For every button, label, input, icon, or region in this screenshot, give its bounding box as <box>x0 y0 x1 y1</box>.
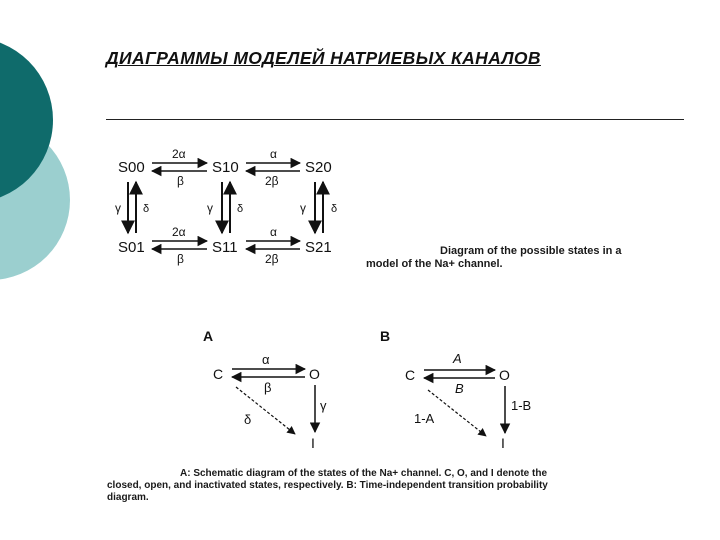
state-inactive: I <box>501 435 505 451</box>
rate-label: β <box>264 380 272 395</box>
caption-line: Diagram of the possible states in a <box>440 245 622 257</box>
caption-line: model of the Na+ channel. <box>366 258 503 270</box>
rate-label: γ <box>115 201 121 215</box>
rate-label: β <box>177 252 184 266</box>
rate-label: δ <box>143 203 150 215</box>
caption-line: A: Schematic diagram of the states of the Na+ channel. C, O, and I denote the <box>180 468 548 479</box>
state-closed: C <box>405 367 416 383</box>
rate-label: γ <box>207 201 213 215</box>
rate-label: α <box>270 147 277 161</box>
state-s00: S00 <box>118 159 145 176</box>
caption-line: diagram. <box>107 492 149 503</box>
rate-label: A <box>453 351 462 366</box>
rate-label: 2α <box>172 225 186 239</box>
rate-label: δ <box>331 203 338 215</box>
rate-label: β <box>177 174 184 188</box>
rate-label: γ <box>300 201 306 215</box>
state-s21: S21 <box>305 239 332 256</box>
panel-label-a: A <box>203 328 214 344</box>
rate-label: 2α <box>172 147 186 161</box>
state-inactive: I <box>311 435 315 451</box>
caption-line: closed, open, and inactivated states, respectively. B: Time-independent transition probability <box>107 480 548 491</box>
rate-label: α <box>270 225 277 239</box>
rate-label: δ <box>237 203 244 215</box>
state-open: O <box>499 367 510 383</box>
arrow-c-i <box>428 390 486 436</box>
rate-label: γ <box>320 398 327 413</box>
panel-label-b: B <box>380 328 391 344</box>
state-s11: S11 <box>212 239 238 256</box>
rate-label: 2β <box>265 252 279 266</box>
state-closed: C <box>213 366 224 382</box>
rate-label: 2β <box>265 174 279 188</box>
rate-label: 1-A <box>414 411 435 426</box>
state-open: O <box>309 366 320 382</box>
state-s20: S20 <box>305 159 332 176</box>
slide-title: ДИАГРАММЫ МОДЕЛЕЙ НАТРИЕВЫХ КАНАЛОВ <box>106 48 541 68</box>
rate-label: α <box>262 352 270 367</box>
state-s10: S10 <box>212 159 239 176</box>
state-s01: S01 <box>118 239 145 256</box>
rate-label: B <box>455 381 464 396</box>
rate-label: δ <box>244 412 252 427</box>
rate-label: 1-B <box>511 398 532 413</box>
